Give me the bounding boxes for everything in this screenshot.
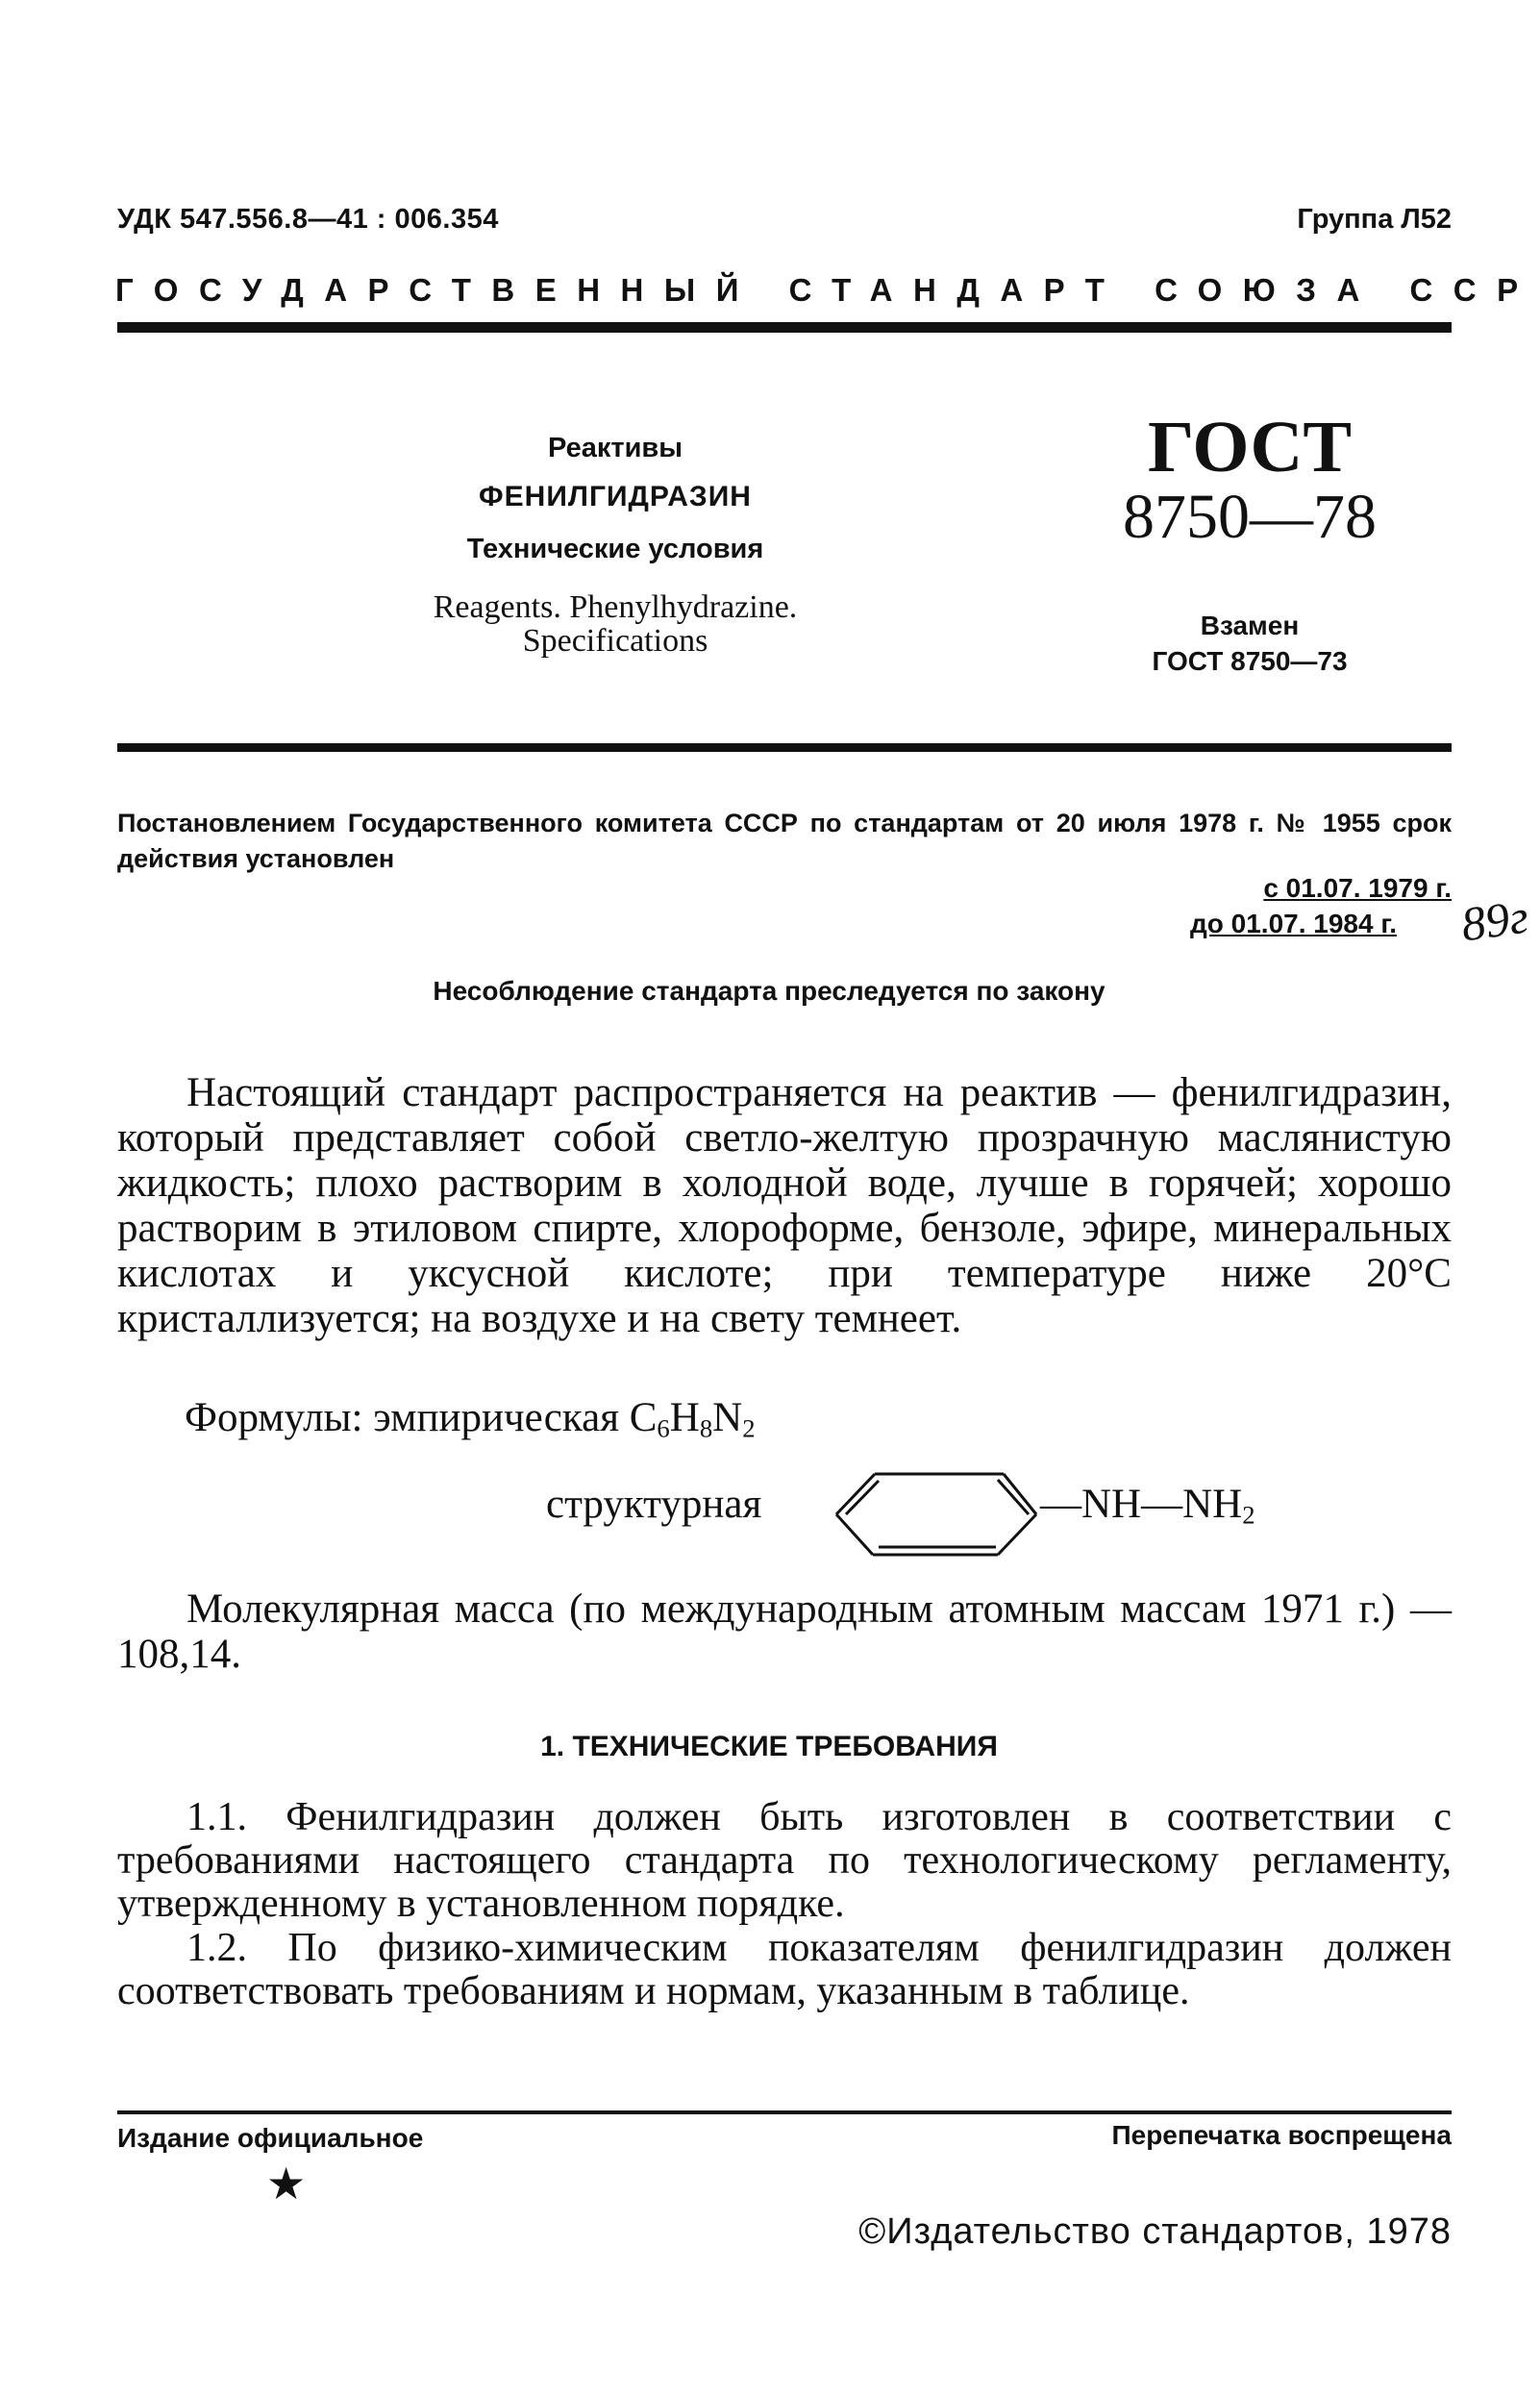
structural-label: структурная	[546, 1482, 762, 1527]
decree-to-date	[1190, 909, 1397, 939]
formula-hydrogen-count: 8	[699, 1413, 713, 1443]
decree-to-text: до 01.07. 1984 г.	[1190, 909, 1397, 938]
top-rule	[117, 322, 1452, 333]
hydrazine-subscript: 2	[1242, 1500, 1255, 1530]
clause-1-1: 1.1. Фенилгидразин должен быть изготовлен в соответствии с требованиями настоящего стандарта по технологическому регламенту, утвержденному в установленном порядке.	[117, 1795, 1452, 1926]
star-icon: ★	[266, 2158, 307, 2210]
english-title-line2: Specifications	[522, 623, 708, 659]
formula-nitrogen-count: 2	[742, 1413, 756, 1443]
gost-label: ГОСТ	[1147, 407, 1353, 487]
molar-mass-paragraph: Молекулярная масса (по международным атомным массам 1971 г.) — 108,14.	[117, 1586, 1452, 1677]
empirical-formula	[185, 1394, 756, 1441]
formula-value	[629, 1395, 756, 1443]
footer-rule	[117, 2110, 1452, 2114]
spec-title: Технические условия	[466, 534, 764, 564]
reprint-prohibited-label: Перепечатка воспрещена	[1111, 2120, 1452, 2150]
title-rule	[117, 743, 1452, 752]
decree-text: Постановлением Государственного комитета СССР по стандартам от 20 июля 1978 г. № 1955 срок действия установлен	[117, 809, 1452, 873]
group-code: Группа Л52	[1297, 204, 1452, 235]
state-standard-banner: ГОСУДАРСТВЕННЫЙ СТАНДАРТ СОЮЗА ССР	[115, 272, 1539, 308]
hydrazine-group	[1040, 1481, 1255, 1528]
decree-from-text: с 01.07. 1979 г.	[1263, 873, 1452, 903]
clause-1-2: 1.2. По физико-химическим показателям фенилгидразин должен соответствовать требованиям и нормам, указанным в таблице.	[117, 1926, 1452, 2013]
replaces-value: ГОСТ 8750—73	[1152, 646, 1348, 676]
formula-carbon-count: 6	[657, 1413, 670, 1443]
category-title: Реактивы	[547, 433, 683, 463]
intro-paragraph: Настоящий стандарт распространяется на реактив — фенилгидразин, который представляет собой светло-желтую прозрачную маслянистую жидкость; плохо растворим в холодной воде, лучше в горячей; хорошо растворим в этиловом спирте, хлороформе, бензоле, эфире, минеральных кислотах и уксусной кислоте; при температуре ниже 20°С кристаллизуется; на воздухе и на свету темнеет.	[117, 1070, 1452, 1341]
gost-number: 8750—78	[1123, 482, 1377, 552]
publisher-copyright: ©Издательство стандартов, 1978	[858, 2211, 1452, 2252]
benzene-ring-structure	[829, 1466, 1040, 1562]
legal-warning: Несоблюдение стандарта преследуется по закону	[433, 976, 1105, 1006]
decree-from-date	[1067, 873, 1452, 904]
hydrazine-group-text: —NH—NH	[1040, 1482, 1243, 1527]
product-title: ФЕНИЛГИДРАЗИН	[479, 481, 752, 512]
formula-carbon: C	[629, 1395, 658, 1440]
official-edition-label: Издание официальное	[117, 2123, 424, 2153]
english-title-line1: Reagents. Phenylhydrazine.	[433, 589, 798, 625]
handwritten-correction: 89г	[1457, 888, 1532, 952]
formula-label: Формулы: эмпирическая	[185, 1395, 619, 1440]
udk-code: УДК 547.556.8—41 : 006.354	[117, 204, 499, 235]
formula-hydrogen: H	[669, 1395, 700, 1440]
replaces-label: Взамен	[1200, 611, 1300, 640]
section-1-heading: 1. ТЕХНИЧЕСКИЕ ТРЕБОВАНИЯ	[540, 1731, 998, 1762]
formula-nitrogen: N	[712, 1395, 743, 1440]
